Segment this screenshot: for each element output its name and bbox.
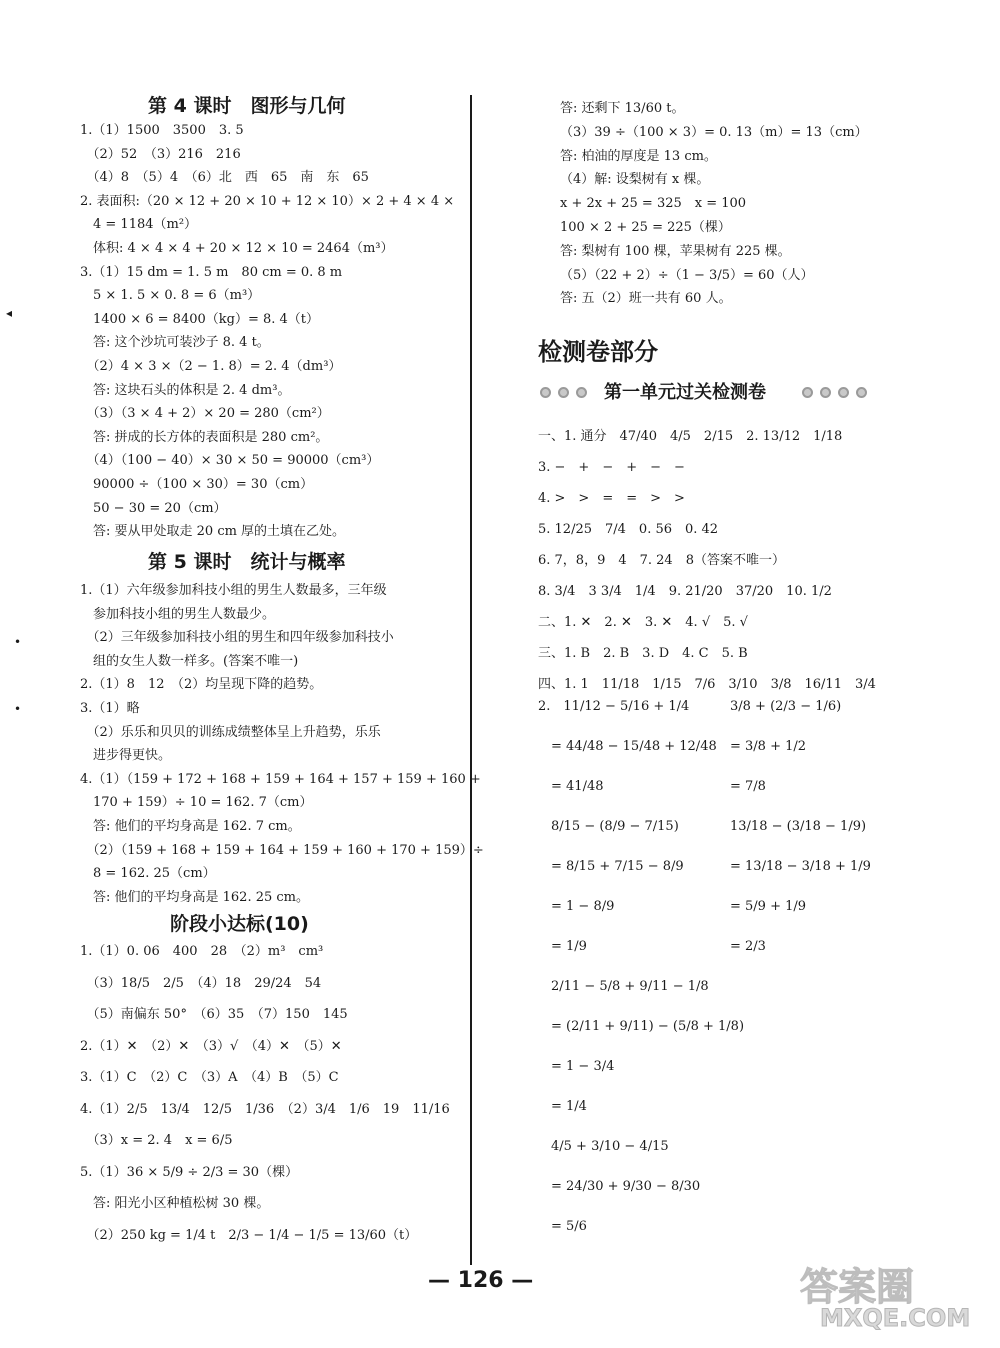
answer-line: 答: 他们的平均身高是 162. 7 cm。 — [80, 819, 301, 834]
decor-dots-left — [540, 387, 587, 398]
answer-line: 组的女生人数一样多。(答案不唯一) — [80, 653, 299, 669]
section5-title: 第 5 课时 统计与概率 — [148, 551, 346, 573]
watermark-text: 答案圈 — [800, 1265, 915, 1309]
answer-line: 8. 3/4 3 3/4 1/4 9. 21/20 37/20 10. 1/2 — [538, 584, 832, 599]
answer-line: （5）南偏东 50° （6）35 （7）150 145 — [80, 1007, 348, 1022]
section4-title: 第 4 课时 图形与几何 — [148, 95, 346, 117]
answer-line: 2. 表面积:（20 × 12 + 20 × 10 + 12 × 10）× 2 + 4 × 4 × — [80, 193, 455, 209]
answer-line: = 24/30 + 9/30 − 8/30 — [538, 1179, 701, 1194]
answer-line: 3.（1）15 dm = 1. 5 m 80 cm = 0. 8 m — [80, 264, 343, 280]
decor-dots-right — [802, 387, 867, 398]
answer-line: （4）解: 设梨树有 x 棵。 — [560, 172, 710, 188]
answer-line: 100 × 2 + 25 = 225（棵） — [560, 220, 731, 235]
answer-line: 2.（1）✕ （2）✕ （3）√ （4）✕ （5）✕ — [80, 1038, 342, 1054]
answer-line: （2）三年级参加科技小组的男生和四年级参加科技小 — [80, 630, 394, 646]
answer-line: 4/5 + 3/10 − 4/15 — [538, 1139, 669, 1154]
answer-line: 90000 ÷（100 × 30）= 30（cm） — [80, 477, 314, 492]
answer-line: = (2/11 + 9/11) − (5/8 + 1/8) — [538, 1019, 745, 1034]
answer-line: 8 = 162. 25（cm） — [80, 866, 216, 882]
answer-line: （3）39 ÷（100 × 3）= 0. 13（m）= 13（cm） — [560, 124, 868, 140]
part-title: 检测卷部分 — [538, 338, 658, 366]
answer-line: 50 − 30 = 20（cm） — [80, 500, 227, 516]
answer-line: 5 × 1. 5 × 0. 8 = 6（m³） — [80, 288, 261, 304]
answer-line: 进步得更快。 — [80, 748, 172, 764]
answer-line: 13/18 − (3/18 − 1/9) — [730, 819, 867, 834]
answer-line: x + 2x + 25 = 325 x = 100 — [560, 196, 747, 212]
answer-line: 3/8 + (2/3 − 1/6) — [730, 699, 842, 714]
answer-line: 答: 梨树有 100 棵，苹果树有 225 棵。 — [560, 243, 791, 259]
answer-line: = 5/6 — [538, 1219, 587, 1234]
answer-line: 3.（1）C （2）C （3）A （4）B （5）C — [80, 1070, 339, 1085]
answer-line: （4）（100 − 40）× 30 × 50 = 90000（cm³） — [80, 453, 380, 469]
answer-line: = 7/8 — [730, 779, 766, 794]
answer-line: 170 + 159）÷ 10 = 162. 7（cm） — [80, 795, 313, 811]
answer-line: 2. 11/12 − 5/16 + 1/4 — [538, 699, 690, 714]
answer-line: 4. > > = = > > — [538, 491, 685, 506]
answer-line: 8/15 − (8/9 − 7/15) — [538, 819, 679, 834]
answer-line: = 8/15 + 7/15 − 8/9 — [538, 859, 684, 874]
answer-line: （2）4 × 3 ×（2 − 1. 8）= 2. 4（dm³） — [80, 359, 342, 374]
answer-line: 1.（1）0. 06 400 28 （2）m³ cm³ — [80, 944, 324, 959]
answer-line: 4.（1）2/5 13/4 12/5 1/36 （2）3/4 1/6 19 11/16 — [80, 1101, 450, 1117]
answer-line: = 44/48 − 15/48 + 12/48 — [538, 739, 717, 754]
answer-line: （2）乐乐和贝贝的训练成绩整体呈上升趋势，乐乐 — [80, 724, 381, 740]
answer-line: 二、1. ✕ 2. ✕ 3. ✕ 4. √ 5. √ — [538, 615, 748, 630]
answer-line: 参加科技小组的男生人数最少。 — [80, 606, 276, 622]
answer-line: 4.（1）（159 + 172 + 168 + 159 + 164 + 157 + 159 + 160 + — [80, 771, 481, 787]
answer-line: （4）8 （5）4 （6）北 西 65 南 东 65 — [80, 170, 369, 186]
answer-line: = 1/4 — [538, 1099, 587, 1114]
answer-line: 3. − + − + − − — [538, 460, 685, 475]
answer-line: 5.（1）36 × 5/9 ÷ 2/3 = 30（棵） — [80, 1164, 299, 1180]
answer-line: （3）x = 2. 4 x = 6/5 — [80, 1133, 233, 1148]
answer-line: 三、1. B 2. B 3. D 4. C 5. B — [538, 646, 748, 661]
answer-line: 1.（1）六年级参加科技小组的男生人数最多，三年级 — [80, 583, 387, 598]
answer-line: （3）18/5 2/5 （4）18 29/24 54 — [80, 975, 322, 991]
answer-line: = 1/9 — [538, 939, 587, 954]
margin-mark: • — [14, 702, 22, 716]
unit-title: 第一单元过关检测卷 — [604, 382, 766, 403]
answer-line: = 2/3 — [730, 939, 766, 954]
answer-line: 答: 这个沙坑可装沙子 8. 4 t。 — [80, 335, 270, 351]
answer-line: 答: 阳光小区种植松树 30 棵。 — [80, 1196, 270, 1211]
answer-line: 5. 12/25 7/4 0. 56 0. 42 — [538, 522, 719, 537]
answer-line: = 41/48 — [538, 779, 604, 794]
answer-line: 体积: 4 × 4 × 4 + 20 × 12 × 10 = 2464（m³） — [80, 241, 394, 256]
answer-line: 2.（1）8 12 （2）均呈现下降的趋势。 — [80, 677, 323, 693]
answer-line: 答: 拼成的长方体的表面积是 280 cm²。 — [80, 429, 329, 445]
answer-line: （3）（3 × 4 + 2）× 20 = 280（cm²） — [80, 406, 330, 422]
answer-line: 答: 这块石头的体积是 2. 4 dm³。 — [80, 382, 291, 398]
answer-line: 3.（1）略 — [80, 701, 140, 716]
answer-line: （2）52 （3）216 216 — [80, 146, 241, 162]
answer-line: 6. 7，8，9 4 7. 24 8（答案不唯一） — [538, 553, 785, 568]
stage-title: 阶段小达标(10) — [170, 913, 309, 935]
answer-line: 答: 要从甲处取走 20 cm 厚的土填在乙处。 — [80, 524, 346, 540]
watermark-logo — [800, 1256, 990, 1336]
page-number: — 126 — — [428, 1268, 534, 1293]
answer-line: 2/11 − 5/8 + 9/11 − 1/8 — [538, 979, 709, 994]
answer-line: 1.（1）1500 3500 3. 5 — [80, 123, 244, 138]
answer-line: （2）（159 + 168 + 159 + 164 + 159 + 160 + 170 + 159）÷ — [80, 842, 484, 858]
answer-line: = 1 − 8/9 — [538, 899, 615, 914]
answer-line: 答: 柏油的厚度是 13 cm。 — [560, 148, 717, 164]
margin-mark: • — [14, 635, 22, 649]
answer-line: 1400 × 6 = 8400（kg）= 8. 4（t） — [80, 311, 320, 327]
answer-line: 答: 五（2）班一共有 60 人。 — [560, 291, 732, 307]
watermark-sub: MXQE.COM — [820, 1304, 971, 1332]
column-divider — [470, 95, 472, 1265]
answer-line: 4 = 1184（m²） — [80, 217, 198, 233]
answer-line: 答: 他们的平均身高是 162. 25 cm。 — [80, 889, 310, 905]
answer-line: = 5/9 + 1/9 — [730, 899, 807, 914]
answer-line: 四、1. 1 11/18 1/15 7/6 3/10 3/8 16/11 3/4 — [538, 677, 876, 692]
answer-line: = 13/18 − 3/18 + 1/9 — [730, 859, 871, 874]
answer-line: 一、1. 通分 47/40 4/5 2/15 2. 13/12 1/18 — [538, 429, 843, 444]
answer-line: = 3/8 + 1/2 — [730, 739, 807, 754]
margin-mark: ◂ — [6, 306, 13, 320]
answer-line: = 1 − 3/4 — [538, 1059, 615, 1074]
answer-line: 答: 还剩下 13/60 t。 — [560, 101, 685, 116]
answer-line: （5）（22 + 2）÷（1 − 3/5）= 60（人） — [560, 267, 814, 283]
answer-line: （2）250 kg = 1/4 t 2/3 − 1/4 − 1/5 = 13/60（t） — [80, 1227, 418, 1243]
